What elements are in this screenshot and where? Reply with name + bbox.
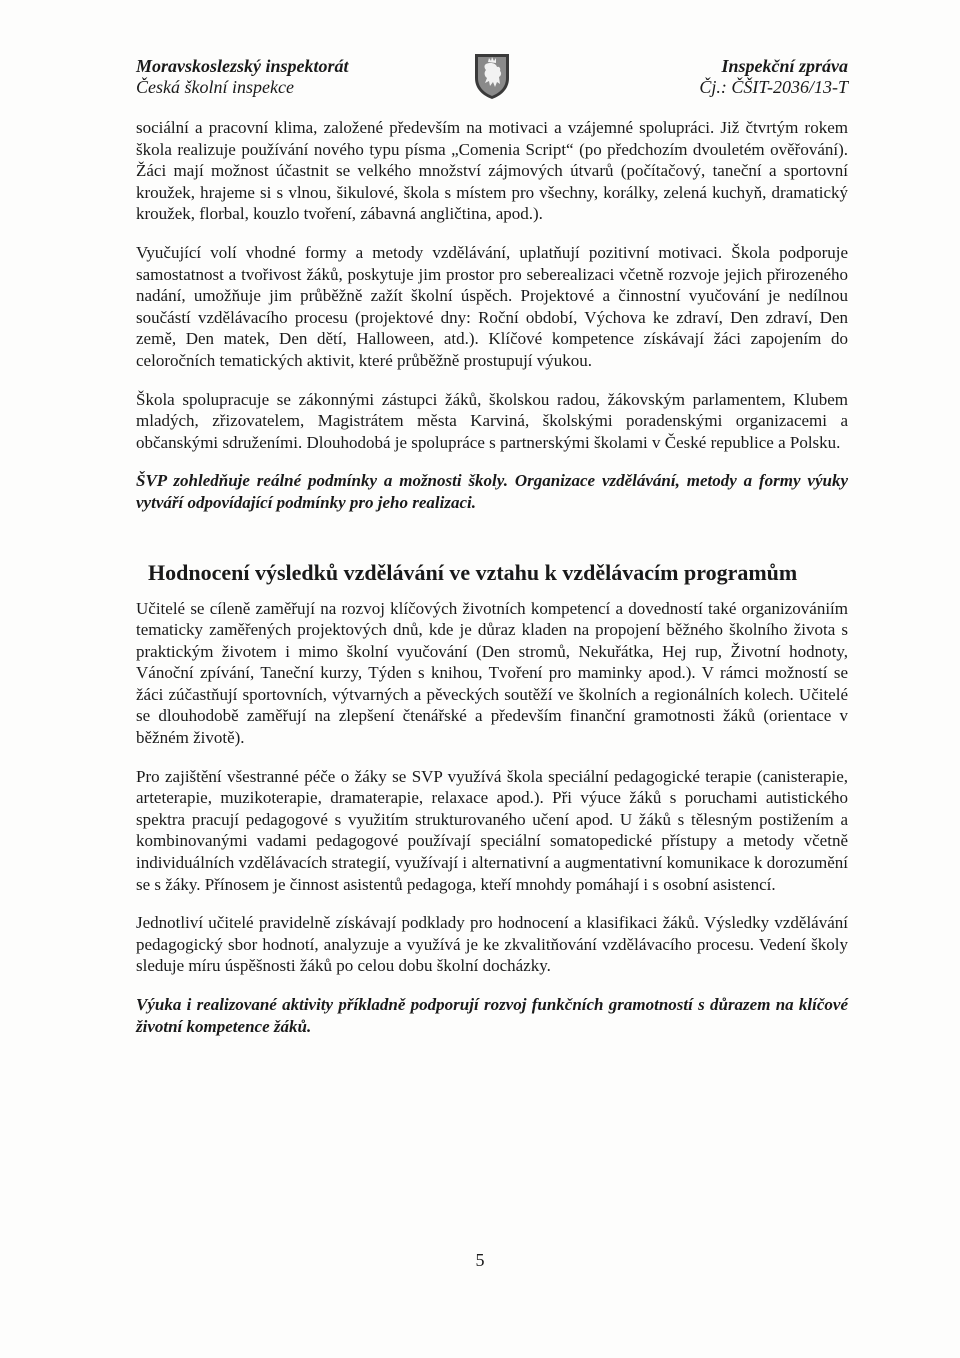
report-type: Inspekční zpráva	[721, 56, 848, 76]
page-content	[136, 117, 848, 1054]
czech-lion-emblem-icon	[472, 52, 512, 100]
paragraph-cooperation: Škola spolupracuje se zákonnými zástupci žáků, školskou radou, žákovským parlamentem, Klubem mladých, zřizovatelem, Magistrátem města Karviná, školskými poradenskými organizacemi a občanskými sdruženími. Dlouhodobá je spolupráce s partnerskými školami v České republice a Polsku.	[136, 389, 848, 452]
paragraph-climate: sociální a pracovní klima, založené především na motivaci a vzájemné spolupráci. Již čtvrtým rokem škola realizuje používání nového typu písma „Comenia Script“ (po předchozím dvouletém ověřování). Žáci mají možnost účastnit se velkého množství zájmových útvarů (počítačový, taneční a sportovní kroužek, hrajeme si s vlnou, šikulové, škola s místem pro všechny, korálky, zelená kuchyň, dramatický kroužek, florbal, kouzlo tvoření, zábavná angličtina, apod.).	[136, 118, 848, 224]
paragraph-teaching-methods: Vyučující volí vhodné formy a metody vzdělávání, uplatňují pozitivní motivaci. Škola podporuje samostatnost a tvořivost žáků, poskytuje jim prostor pro seberealizaci včetně rozvoje jejich přirozeného nadání, umožňuje jim průběžně zažít školní úspěch. Projektové a činnostní vyučování je nedílnou součástí vzdělávacího procesu (projektové dny: Roční období, Výchova ke zdraví, Den zdraví, Den země, Den matek, Den dětí, Halloween, atd.). Klíčové kompetence získávají žáci zapojením do celoročních tematických aktivit, které průběžně prostupují výukou.	[136, 242, 848, 370]
institution-name: Česká školní inspekce	[136, 77, 294, 97]
paragraph-evaluation: Jednotliví učitelé pravidelně získávají podklady pro hodnocení a klasifikaci žáků. Výsledky vzdělávání pedagogický sbor hodnotí, analyzuje a využívá je ke zkvalitňování vzdělávacího procesu. Vedení školy sleduje míru úspěšnosti žáků po celou dobu školní docházky.	[136, 913, 848, 976]
section-heading: Hodnocení výsledků vzdělávání ve vztahu k vzdělávacím programům	[148, 559, 798, 585]
page-header	[136, 56, 848, 102]
reference-number: Čj.: ČŠIT-2036/13-T	[699, 77, 848, 97]
paragraph-special-care: Pro zajištění všestranné péče o žáky se SVP využívá škola speciální pedagogické terapie (canisterapie, arteterapie, muzikoterapie, dramaterapie, relaxace apod.). Při výuce žáků s poruchami autistického spektra pracují pedagogové s využitím strukturovaného učení apod. U žáků s tělesným postižením a kombinovanými vadami pedagogové používají speciální somatopedické přístupy a metody včetně individuálních vzdělávacích strategií, využívají i alternativní a augmentativní komunikace k dorozumění se s žáky. Přínosem je činnost asistentů pedagoga, kteří mnohdy pomáhají i s osobní asistencí.	[136, 766, 848, 894]
paragraph-conclusion-literacy: Výuka i realizované aktivity příkladně podporují rozvoj funkčních gramotností s důrazem na klíčové životní kompetence žáků.	[136, 995, 848, 1036]
inspectorate-name: Moravskoslezský inspektorát	[136, 56, 349, 76]
header-left	[136, 56, 349, 98]
paragraph-competences: Učitelé se cíleně zaměřují na rozvoj klíčových životních kompetencí a dovedností také organizovániím tematicky zaměřených projektových dnů, kde je důraz kladen na propojení běžného školního života s praktickým životem i mimo školní vyučování (Den stromů, Nekuřátka, Hej rup, Životní hodnoty, Vánoční zpívání, Taneční kurzy, Týden s knihou, Tvoření pro maminky apod.). V rámci možností se žáci zúčastňují sportovních, výtvarných a pěveckých soutěží ve školních a regionálních kolech. Učitelé se dlouhodobě zaměřují na zlepšení čtenářské a především finanční gramotnosti žáků (orientace v běžném životě).	[136, 598, 848, 748]
page-number: 5	[475, 1250, 485, 1270]
header-right	[699, 56, 848, 98]
paragraph-conclusion-svp: ŠVP zohledňuje reálné podmínky a možnosti školy. Organizace vzdělávání, metody a formy výuky vytváří odpovídající podmínky pro jeho realizaci.	[136, 471, 848, 512]
